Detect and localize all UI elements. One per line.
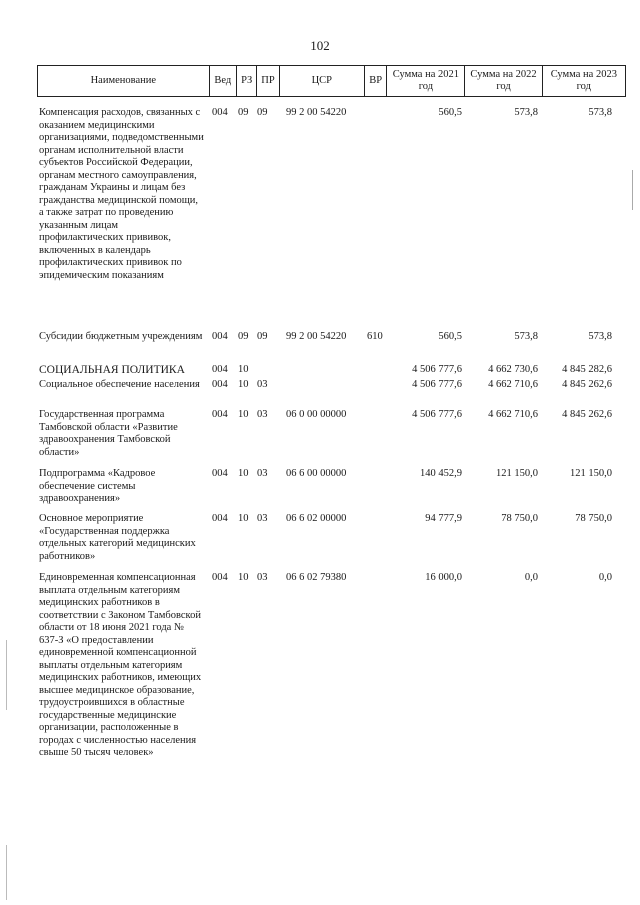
row-pr: 03 bbox=[257, 572, 268, 583]
row-ved: 004 bbox=[212, 379, 228, 390]
row-ved: 004 bbox=[212, 409, 228, 420]
row-rz: 10 bbox=[238, 468, 249, 479]
row-rz: 10 bbox=[238, 409, 249, 420]
table-header bbox=[37, 65, 626, 97]
row-name: Социальное обеспечение населения bbox=[39, 379, 200, 390]
row-ved: 004 bbox=[212, 364, 228, 375]
row-rz: 10 bbox=[238, 379, 249, 390]
row-sum-2021: 560,5 bbox=[438, 331, 462, 342]
row-sum-2022: 0,0 bbox=[524, 572, 538, 583]
row-csr: 06 6 02 79380 bbox=[286, 572, 347, 583]
row-sum-2022: 573,8 bbox=[514, 331, 538, 342]
row-name: Подпрограмма «Кадровое обеспечение системы здравоохранения» bbox=[39, 468, 156, 504]
row-sum-2021: 4 506 777,6 bbox=[412, 409, 462, 420]
row-sum-2023: 78 750,0 bbox=[575, 513, 612, 524]
scan-margin-mark bbox=[6, 640, 7, 710]
header-name: Наименование bbox=[38, 66, 210, 97]
row-sum-2022: 4 662 710,6 bbox=[488, 379, 538, 390]
row-name: Основное мероприятие «Государственная поддержка отдельных категорий медицинских работников» bbox=[39, 513, 196, 562]
row-sum-2022: 78 750,0 bbox=[501, 513, 538, 524]
row-rz: 09 bbox=[238, 331, 249, 342]
header-sum-2022: Сумма на 2022 год bbox=[465, 66, 542, 97]
row-csr: 06 6 00 00000 bbox=[286, 468, 347, 479]
row-sum-2023: 4 845 262,6 bbox=[562, 379, 612, 390]
row-sum-2022: 4 662 730,6 bbox=[488, 364, 538, 375]
row-pr: 09 bbox=[257, 107, 268, 118]
row-sum-2022: 573,8 bbox=[514, 107, 538, 118]
row-vr: 610 bbox=[367, 331, 383, 342]
header-sum-2023: Сумма на 2023 год bbox=[542, 66, 625, 97]
row-ved: 004 bbox=[212, 572, 228, 583]
row-name: Субсидии бюджетным учреждениям bbox=[39, 331, 203, 342]
row-name: СОЦИАЛЬНАЯ ПОЛИТИКА bbox=[39, 364, 185, 376]
row-rz: 10 bbox=[238, 572, 249, 583]
row-sum-2023: 4 845 262,6 bbox=[562, 409, 612, 420]
row-sum-2021: 16 000,0 bbox=[425, 572, 462, 583]
row-sum-2021: 560,5 bbox=[438, 107, 462, 118]
row-pr: 09 bbox=[257, 331, 268, 342]
row-name: Государственная программа Тамбовской области «Развитие здравоохранения Тамбовской области» bbox=[39, 409, 178, 458]
header-rz: РЗ bbox=[237, 66, 257, 97]
row-ved: 004 bbox=[212, 331, 228, 342]
row-sum-2021: 4 506 777,6 bbox=[412, 364, 462, 375]
row-sum-2021: 140 452,9 bbox=[420, 468, 462, 479]
row-csr: 99 2 00 54220 bbox=[286, 107, 347, 118]
row-pr: 03 bbox=[257, 468, 268, 479]
row-csr: 06 0 00 00000 bbox=[286, 409, 347, 420]
row-ved: 004 bbox=[212, 513, 228, 524]
header-ved: Вед bbox=[209, 66, 236, 97]
row-sum-2023: 573,8 bbox=[588, 331, 612, 342]
row-rz: 10 bbox=[238, 513, 249, 524]
row-ved: 004 bbox=[212, 468, 228, 479]
scan-edge-mark bbox=[632, 170, 633, 210]
row-pr: 03 bbox=[257, 513, 268, 524]
row-ved: 004 bbox=[212, 107, 228, 118]
row-sum-2022: 121 150,0 bbox=[496, 468, 538, 479]
header-csr: ЦСР bbox=[279, 66, 364, 97]
row-rz: 10 bbox=[238, 364, 249, 375]
row-pr: 03 bbox=[257, 409, 268, 420]
row-csr: 99 2 00 54220 bbox=[286, 331, 347, 342]
row-sum-2021: 94 777,9 bbox=[425, 513, 462, 524]
row-sum-2023: 121 150,0 bbox=[570, 468, 612, 479]
header-sum-2021: Сумма на 2021 год bbox=[387, 66, 465, 97]
row-csr: 06 6 02 00000 bbox=[286, 513, 347, 524]
row-sum-2023: 0,0 bbox=[598, 572, 612, 583]
header-pr: ПР bbox=[257, 66, 279, 97]
row-sum-2023: 4 845 282,6 bbox=[562, 364, 612, 375]
row-rz: 09 bbox=[238, 107, 249, 118]
scan-margin-mark bbox=[6, 845, 7, 900]
row-sum-2021: 4 506 777,6 bbox=[412, 379, 462, 390]
row-sum-2022: 4 662 710,6 bbox=[488, 409, 538, 420]
page-number: 102 bbox=[310, 38, 330, 53]
header-vr: ВР bbox=[364, 66, 386, 97]
row-sum-2023: 573,8 bbox=[588, 107, 612, 118]
row-name: Компенсация расходов, связанных с оказанием медицинскими организациями, подведомственными органам исполнительной власти субъектов Российской Федерации, органам местного самоуправления, гражданам Украины и лицам без гражданства медицинской помощи, а также затрат по проведению указанным лицам профилактических прививок, включенных в календарь профилактических прививок по эпидемическим показаниям bbox=[39, 107, 204, 281]
row-name: Единовременная компенсационная выплата отдельным категориям медицинских работников в соответствии с Законом Тамбовской области от 18 июня 2021 года № 637-З «О предоставлении единовременной компенсационной выплаты отдельным категориям медицинских работников, имеющих высшее медицинское образование, трудоустроившихся в областные государственные медицинские организации, расположенные в городах с численностью населения свыше 50 тысяч человек» bbox=[39, 572, 202, 758]
row-pr: 03 bbox=[257, 379, 268, 390]
